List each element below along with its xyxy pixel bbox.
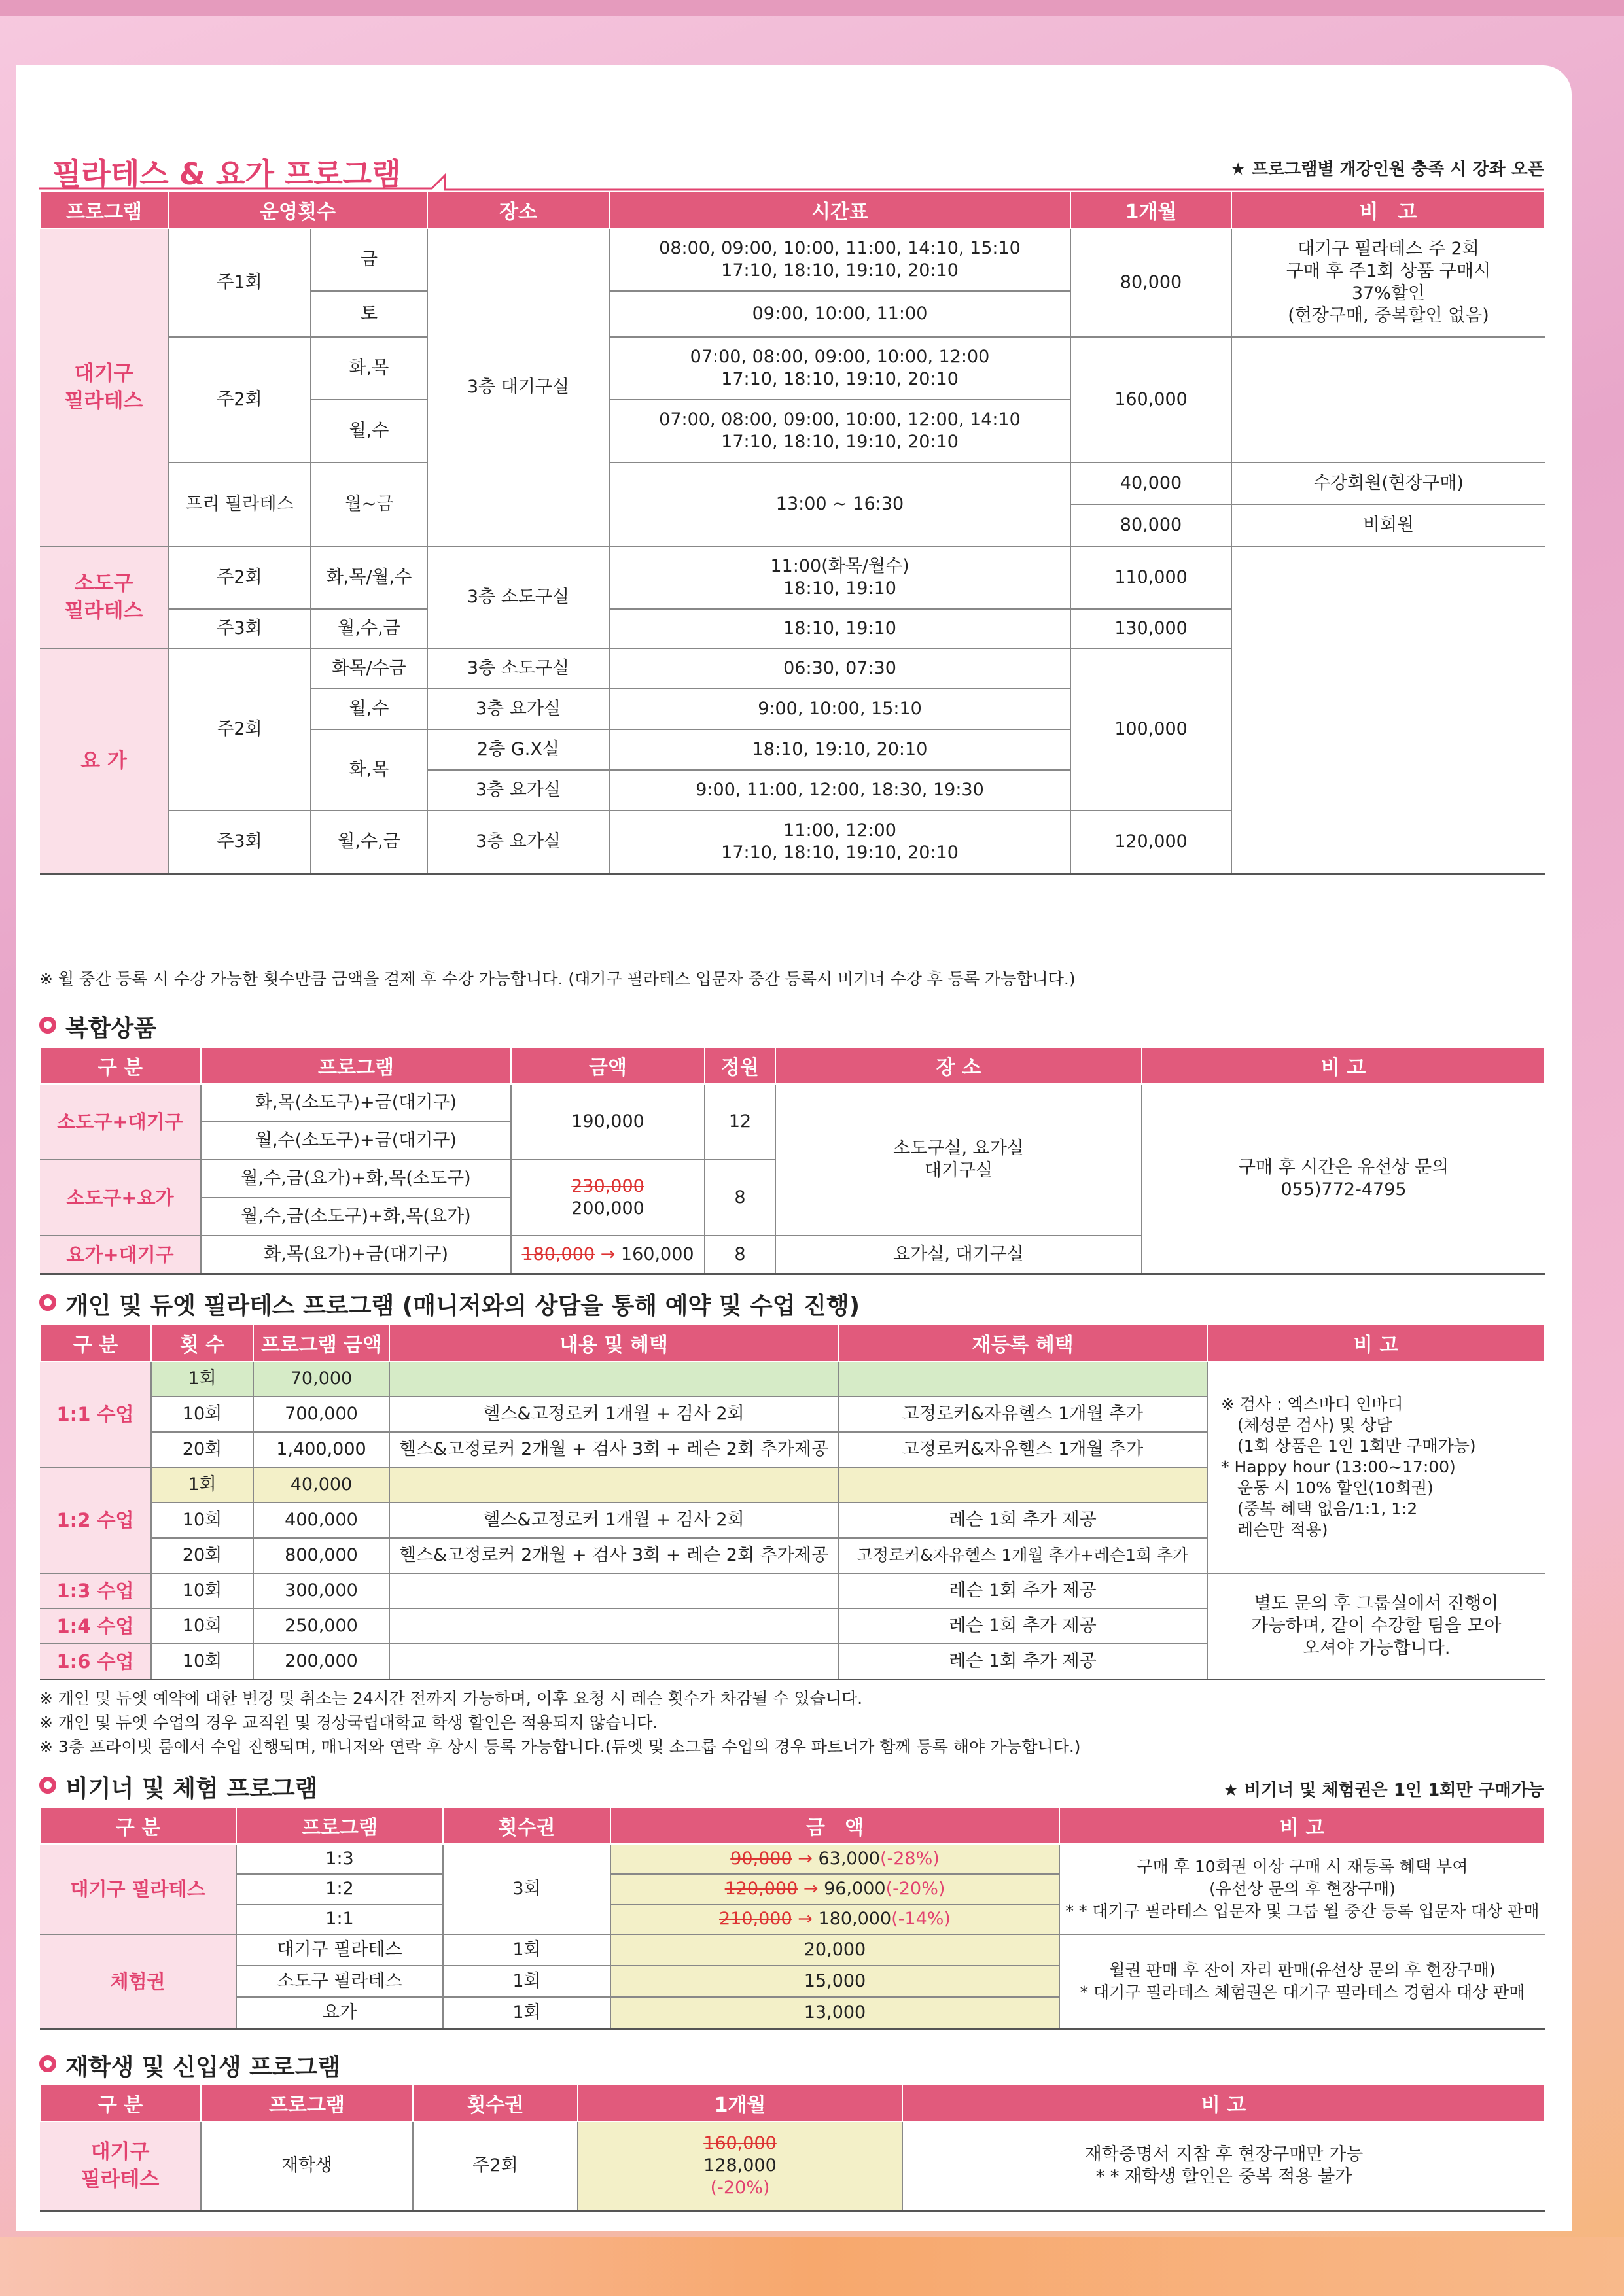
table-row <box>40 1934 1545 1966</box>
category-cell: 1:1 수업 <box>40 1361 151 1467</box>
program-cell: 재학생 <box>201 2121 413 2210</box>
section4-title-text: 비기너 및 체험 프로그램 <box>65 1775 318 1802</box>
venue-cell: 3층 요가실 <box>427 689 609 729</box>
beginner-table <box>39 1807 1545 2030</box>
header-category: 구 분 <box>40 1047 201 1084</box>
benefit-cell: 헬스&고정로커 2개월 + 검사 3회 + 레슨 2회 추가제공 <box>389 1538 838 1573</box>
section1-notice: ★ 프로그램별 개강인원 충족 시 강좌 오픈 <box>1230 160 1544 179</box>
price-cell: 40,000 <box>253 1467 389 1503</box>
benefit-cell <box>389 1467 838 1503</box>
page-frame-bottom <box>0 2237 1624 2296</box>
arrow-icon: → <box>600 1244 616 1264</box>
program-cell: 월,수(소도구)+금(대기구) <box>201 1122 511 1160</box>
day-cell: 월,수 <box>311 689 427 729</box>
header-timetable: 시간표 <box>609 192 1070 228</box>
price-cell: 700,000 <box>253 1397 389 1432</box>
time-cell: 11:00(화목/월수) 18:10, 19:10 <box>609 546 1070 609</box>
day-cell: 금 <box>311 228 427 291</box>
count-cell: 20회 <box>151 1538 253 1573</box>
arrow-icon: → <box>798 1909 813 1929</box>
header-count: 횟수권 <box>443 1807 610 1844</box>
program-cell: 대기구 필라테스 <box>236 1934 443 1966</box>
header-category: 구 분 <box>40 1325 151 1361</box>
price-cell <box>610 1904 1059 1934</box>
program-cell: 1:2 <box>236 1874 443 1904</box>
header-program: 프로그램 <box>201 1047 511 1084</box>
header-venue: 장소 <box>427 192 609 228</box>
table-header-row <box>40 1325 1545 1361</box>
count-cell: 10회 <box>151 1397 253 1432</box>
count-cell: 주2회 <box>413 2121 578 2210</box>
table-row <box>40 1361 1545 1397</box>
price-cell: 160,000 <box>1070 337 1231 462</box>
category-cell: 체험권 <box>40 1934 236 2028</box>
section2-title <box>39 1010 156 1043</box>
category-cell: 대기구 필라테스 <box>40 2121 201 2210</box>
section5-title-text: 재학생 및 신입생 프로그램 <box>65 2054 341 2081</box>
header-price: 프로그램 금액 <box>253 1325 389 1361</box>
time-cell: 9:00, 10:00, 15:10 <box>609 689 1070 729</box>
program-cell: 화,목(요가)+금(대기구) <box>201 1236 511 1274</box>
program-cell: 대기구 필라테스 <box>40 228 168 546</box>
price-cell: 13,000 <box>610 1997 1059 2028</box>
price-cell: 300,000 <box>253 1573 389 1609</box>
venue-cell: 3층 요가실 <box>427 770 609 810</box>
table-header-row <box>40 1047 1545 1084</box>
remark-cell: 수강회원(현장구매) <box>1231 462 1545 504</box>
day-cell: 월,수 <box>311 400 427 462</box>
category-cell: 소도구+요가 <box>40 1160 201 1236</box>
price-cell: 1,400,000 <box>253 1432 389 1467</box>
benefit-cell <box>389 1609 838 1644</box>
program-cell: 월,수,금(소도구)+화,목(요가) <box>201 1198 511 1236</box>
discount-rate: (-14%) <box>891 1909 951 1929</box>
header-count: 횟수권 <box>413 2085 578 2121</box>
time-cell: 18:10, 19:10, 20:10 <box>609 729 1070 770</box>
day-cell: 토 <box>311 291 427 337</box>
price-cell: 15,000 <box>610 1966 1059 1997</box>
frequency-cell: 주3회 <box>168 609 311 648</box>
remark-cell <box>1231 337 1545 462</box>
count-cell: 10회 <box>151 1609 253 1644</box>
program-cell: 1:1 <box>236 1904 443 1934</box>
page-frame-top <box>0 0 1624 16</box>
time-cell: 06:30, 07:30 <box>609 648 1070 689</box>
frequency-cell: 주1회 <box>168 228 311 337</box>
time-cell: 07:00, 08:00, 09:00, 10:00, 12:00, 14:10 17:10, 18:10, 19:10, 20:10 <box>609 400 1070 462</box>
venue-cell: 3층 대기구실 <box>427 228 609 546</box>
table-row <box>40 1844 1545 1874</box>
program-cell: 소도구 필라테스 <box>40 546 168 648</box>
category-cell: 소도구+대기구 <box>40 1084 201 1160</box>
program-cell: 요가 <box>236 1997 443 2028</box>
section5-title <box>39 2049 340 2082</box>
program-cell: 월,수,금(요가)+화,목(소도구) <box>201 1160 511 1198</box>
old-price: 180,000 <box>521 1244 595 1264</box>
header-benefits: 내용 및 혜택 <box>389 1325 838 1361</box>
section1-footnote: ※ 월 중간 등록 시 수강 가능한 횟수만큼 금액을 결제 후 수강 가능합니다. (대기구 필라테스 입문자 중간 등록시 비기너 수강 후 등록 가능합니다.) <box>39 969 1076 988</box>
table-row <box>40 1573 1545 1609</box>
reregister-cell <box>838 1467 1207 1503</box>
new-price: 180,000 <box>818 1909 892 1929</box>
section2-title-text: 복합상품 <box>65 1015 157 1042</box>
program-cell: 소도구 필라테스 <box>236 1966 443 1997</box>
reregister-cell <box>838 1361 1207 1397</box>
bullet-icon <box>39 1777 56 1794</box>
category-cell: 1:3 수업 <box>40 1573 151 1609</box>
time-cell: 09:00, 10:00, 11:00 <box>609 291 1070 337</box>
count-cell: 20회 <box>151 1432 253 1467</box>
venue-cell: 3층 소도구실 <box>427 546 609 648</box>
frequency-cell: 프리 필라테스 <box>168 462 311 546</box>
private-lesson-table <box>39 1324 1545 1680</box>
old-price: 230,000 <box>571 1176 644 1196</box>
frequency-cell: 주2회 <box>168 337 311 462</box>
price-cell: 40,000 <box>1070 462 1231 504</box>
benefit-cell <box>389 1361 838 1397</box>
reregister-cell: 고정로커&자유헬스 1개월 추가 <box>838 1397 1207 1432</box>
program-cell: 화,목(소도구)+금(대기구) <box>201 1084 511 1122</box>
capacity-cell: 12 <box>705 1084 775 1160</box>
header-capacity: 정원 <box>705 1047 775 1084</box>
count-cell: 10회 <box>151 1503 253 1538</box>
section4-title <box>39 1770 317 1803</box>
header-remarks: 비 고 <box>902 2085 1545 2121</box>
venue-cell: 2층 G.X실 <box>427 729 609 770</box>
remark-cell: 구매 후 10회권 이상 구매 시 재등록 혜택 부여 (유선상 문의 후 현장구매) * * 대기구 필라테스 입문자 및 그룹 월 중간 등록 입문자 대상 판매 <box>1059 1844 1545 1934</box>
reregister-cell: 고정로커&자유헬스 1개월 추가+레슨1회 추가 <box>838 1538 1207 1573</box>
old-price: 120,000 <box>724 1879 798 1899</box>
count-cell: 10회 <box>151 1573 253 1609</box>
discount-rate: (-28%) <box>879 1849 940 1869</box>
header-price: 금 액 <box>610 1807 1059 1844</box>
time-cell: 13:00 ~ 16:30 <box>609 462 1070 546</box>
price-cell <box>610 1844 1059 1874</box>
benefit-cell <box>389 1644 838 1679</box>
table-header-row <box>40 2085 1545 2121</box>
pilates-yoga-table <box>39 191 1545 875</box>
day-cell: 월,수,금 <box>311 609 427 648</box>
price-cell: 190,000 <box>511 1084 705 1160</box>
time-cell: 11:00, 12:00 17:10, 18:10, 19:10, 20:10 <box>609 810 1070 873</box>
count-cell: 1회 <box>151 1361 253 1397</box>
bullet-icon <box>39 1294 56 1311</box>
combo-table <box>39 1047 1545 1275</box>
capacity-cell: 8 <box>705 1160 775 1236</box>
program-cell: 요 가 <box>40 648 168 873</box>
header-remarks: 비 고 <box>1207 1325 1545 1361</box>
discount-rate: (-20%) <box>710 2177 770 2198</box>
remark-cell <box>1231 546 1545 873</box>
price-cell: 80,000 <box>1070 504 1231 546</box>
program-cell: 1:3 <box>236 1844 443 1874</box>
header-remarks: 비 고 <box>1059 1807 1545 1844</box>
discount-rate: (-20%) <box>885 1879 945 1899</box>
new-price: 96,000 <box>824 1879 886 1899</box>
benefit-cell: 헬스&고정로커 1개월 + 검사 2회 <box>389 1503 838 1538</box>
header-reregister: 재등록 혜택 <box>838 1325 1207 1361</box>
section1-title-text: 필라테스 & 요가 프로그램 <box>52 156 401 192</box>
price-cell: 20,000 <box>610 1934 1059 1966</box>
remark-cell: 비회원 <box>1231 504 1545 546</box>
table-header-row <box>40 192 1545 228</box>
header-monthly: 1개월 <box>578 2085 902 2121</box>
header-remarks: 비 고 <box>1142 1047 1545 1084</box>
arrow-icon: → <box>803 1879 819 1899</box>
category-cell: 대기구 필라테스 <box>40 1844 236 1934</box>
table-row <box>40 228 1545 291</box>
old-price: 90,000 <box>730 1849 792 1869</box>
header-venue: 장 소 <box>775 1047 1142 1084</box>
time-cell: 07:00, 08:00, 09:00, 10:00, 12:00 17:10, 18:10, 19:10, 20:10 <box>609 337 1070 400</box>
day-cell: 월,수,금 <box>311 810 427 873</box>
bullet-icon <box>39 2055 56 2072</box>
capacity-cell: 8 <box>705 1236 775 1274</box>
header-monthly: 1개월 <box>1070 192 1231 228</box>
price-cell: 200,000 <box>253 1644 389 1679</box>
old-price: 210,000 <box>719 1909 792 1929</box>
count-cell: 1회 <box>151 1467 253 1503</box>
price-cell: 120,000 <box>1070 810 1231 873</box>
day-cell: 화,목 <box>311 337 427 400</box>
time-cell: 08:00, 09:00, 10:00, 11:00, 14:10, 15:10 17:10, 18:10, 19:10, 20:10 <box>609 228 1070 291</box>
benefit-cell <box>389 1573 838 1609</box>
price-cell: 100,000 <box>1070 648 1231 810</box>
student-table <box>39 2084 1545 2212</box>
old-price: 160,000 <box>703 2132 777 2153</box>
header-price: 금액 <box>511 1047 705 1084</box>
header-category: 구 분 <box>40 2085 201 2121</box>
new-price: 160,000 <box>620 1244 694 1264</box>
table-row <box>40 1084 1545 1122</box>
count-cell: 1회 <box>443 1966 610 1997</box>
header-program: 프로그램 <box>201 2085 413 2121</box>
day-cell: 화목/수금 <box>311 648 427 689</box>
price-cell <box>511 1160 705 1236</box>
category-cell: 1:2 수업 <box>40 1467 151 1573</box>
header-program: 프로그램 <box>40 192 168 228</box>
reregister-cell: 레슨 1회 추가 제공 <box>838 1503 1207 1538</box>
time-cell: 18:10, 19:10 <box>609 609 1070 648</box>
day-cell: 월~금 <box>311 462 427 546</box>
venue-cell: 요가실, 대기구실 <box>775 1236 1142 1274</box>
reregister-cell: 레슨 1회 추가 제공 <box>838 1644 1207 1679</box>
header-program: 프로그램 <box>236 1807 443 1844</box>
price-cell: 800,000 <box>253 1538 389 1573</box>
remark-cell: 재학증명서 지참 후 현장구매만 가능 * * 재학생 할인은 중복 적용 불가 <box>902 2121 1545 2210</box>
benefit-cell: 헬스&고정로커 1개월 + 검사 2회 <box>389 1397 838 1432</box>
frequency-cell: 주3회 <box>168 810 311 873</box>
header-remarks: 비 고 <box>1231 192 1545 228</box>
section3-notes: ※ 개인 및 듀엣 예약에 대한 변경 및 취소는 24시간 전까지 가능하며, 이후 요청 시 레슨 횟수가 차감될 수 있습니다. ※ 개인 및 듀엣 수업의 경우 교직원 및 경상국립대학교 학생 할인은 적용되지 않습니다. ※ 3층 프라이빗 룸에서 수업 진행되며, 매니저와 연락 후 상시 등록 가능합니다.(듀엣 및 소그룹 수업의 경우 파트너가 함께 등록 해야 가능합니다.) <box>39 1689 1081 1756</box>
price-cell: 80,000 <box>1070 228 1231 337</box>
table-row <box>40 462 1545 504</box>
time-cell: 9:00, 11:00, 12:00, 18:30, 19:30 <box>609 770 1070 810</box>
remark-cell: 월권 판매 후 잔여 자리 판매(유선상 문의 후 현장구매) * 대기구 필라테스 체험권은 대기구 필라테스 경험자 대상 판매 <box>1059 1934 1545 2028</box>
price-cell: 250,000 <box>253 1609 389 1644</box>
section4-notice: ★ 비기너 및 체험권은 1인 1회만 구매가능 <box>1223 1781 1544 1800</box>
remark-cell: 구매 후 시간은 유선상 문의 055)772-4795 <box>1142 1084 1545 1274</box>
price-cell <box>578 2121 902 2210</box>
venue-cell: 3층 요가실 <box>427 810 609 873</box>
price-cell: 130,000 <box>1070 609 1231 648</box>
table-header-row <box>40 1807 1545 1844</box>
count-cell: 1회 <box>443 1997 610 2028</box>
venue-cell: 3층 소도구실 <box>427 648 609 689</box>
price-cell <box>610 1874 1059 1904</box>
new-price: 200,000 <box>571 1198 644 1219</box>
price-cell <box>511 1236 705 1274</box>
venue-cell: 소도구실, 요가실 대기구실 <box>775 1084 1142 1236</box>
header-frequency: 운영횟수 <box>168 192 427 228</box>
category-cell: 요가+대기구 <box>40 1236 201 1274</box>
day-cell: 화,목/월,수 <box>311 546 427 609</box>
remark-cell: 별도 문의 후 그룹실에서 진행이 가능하며, 같이 수강할 팀을 모아 오셔야 가능합니다. <box>1207 1573 1545 1679</box>
category-cell: 1:4 수업 <box>40 1609 151 1644</box>
remark-cell: ※ 검사 : 엑스바디 인바디 (체성분 검사) 및 상담 (1회 상품은 1인 1회만 구매가능) * Happy hour (13:00~17:00) 운동 시 10% 할인(10회권) (중복 혜택 없음/1:1, 1:2 레슨만 적용) <box>1207 1361 1545 1573</box>
arrow-icon: → <box>798 1849 813 1869</box>
frequency-cell: 주2회 <box>168 648 311 810</box>
count-cell: 3회 <box>443 1844 610 1934</box>
section3-title-text: 개인 및 듀엣 필라테스 프로그램 (매니저와의 상담을 통해 예약 및 수업 진행) <box>65 1293 860 1319</box>
benefit-cell: 헬스&고정로커 2개월 + 검사 3회 + 레슨 2회 추가제공 <box>389 1432 838 1467</box>
reregister-cell: 고정로커&자유헬스 1개월 추가 <box>838 1432 1207 1467</box>
section3-title <box>39 1287 860 1321</box>
count-cell: 1회 <box>443 1934 610 1966</box>
new-price: 128,000 <box>703 2155 777 2176</box>
price-cell: 110,000 <box>1070 546 1231 609</box>
category-cell: 1:6 수업 <box>40 1644 151 1679</box>
reregister-cell: 레슨 1회 추가 제공 <box>838 1573 1207 1609</box>
remark-cell: 대기구 필라테스 주 2회 구매 후 주1회 상품 구매시 37%할인 (현장구매, 중복할인 없음) <box>1231 228 1545 337</box>
table-row <box>40 546 1545 609</box>
frequency-cell: 주2회 <box>168 546 311 609</box>
header-count: 횟 수 <box>151 1325 253 1361</box>
new-price: 63,000 <box>818 1849 880 1869</box>
table-row <box>40 2121 1545 2210</box>
count-cell: 10회 <box>151 1644 253 1679</box>
header-category: 구 분 <box>40 1807 236 1844</box>
table-row <box>40 337 1545 400</box>
price-cell: 400,000 <box>253 1503 389 1538</box>
bullet-icon <box>39 1017 56 1034</box>
reregister-cell: 레슨 1회 추가 제공 <box>838 1609 1207 1644</box>
price-cell: 70,000 <box>253 1361 389 1397</box>
day-cell: 화,목 <box>311 729 427 810</box>
